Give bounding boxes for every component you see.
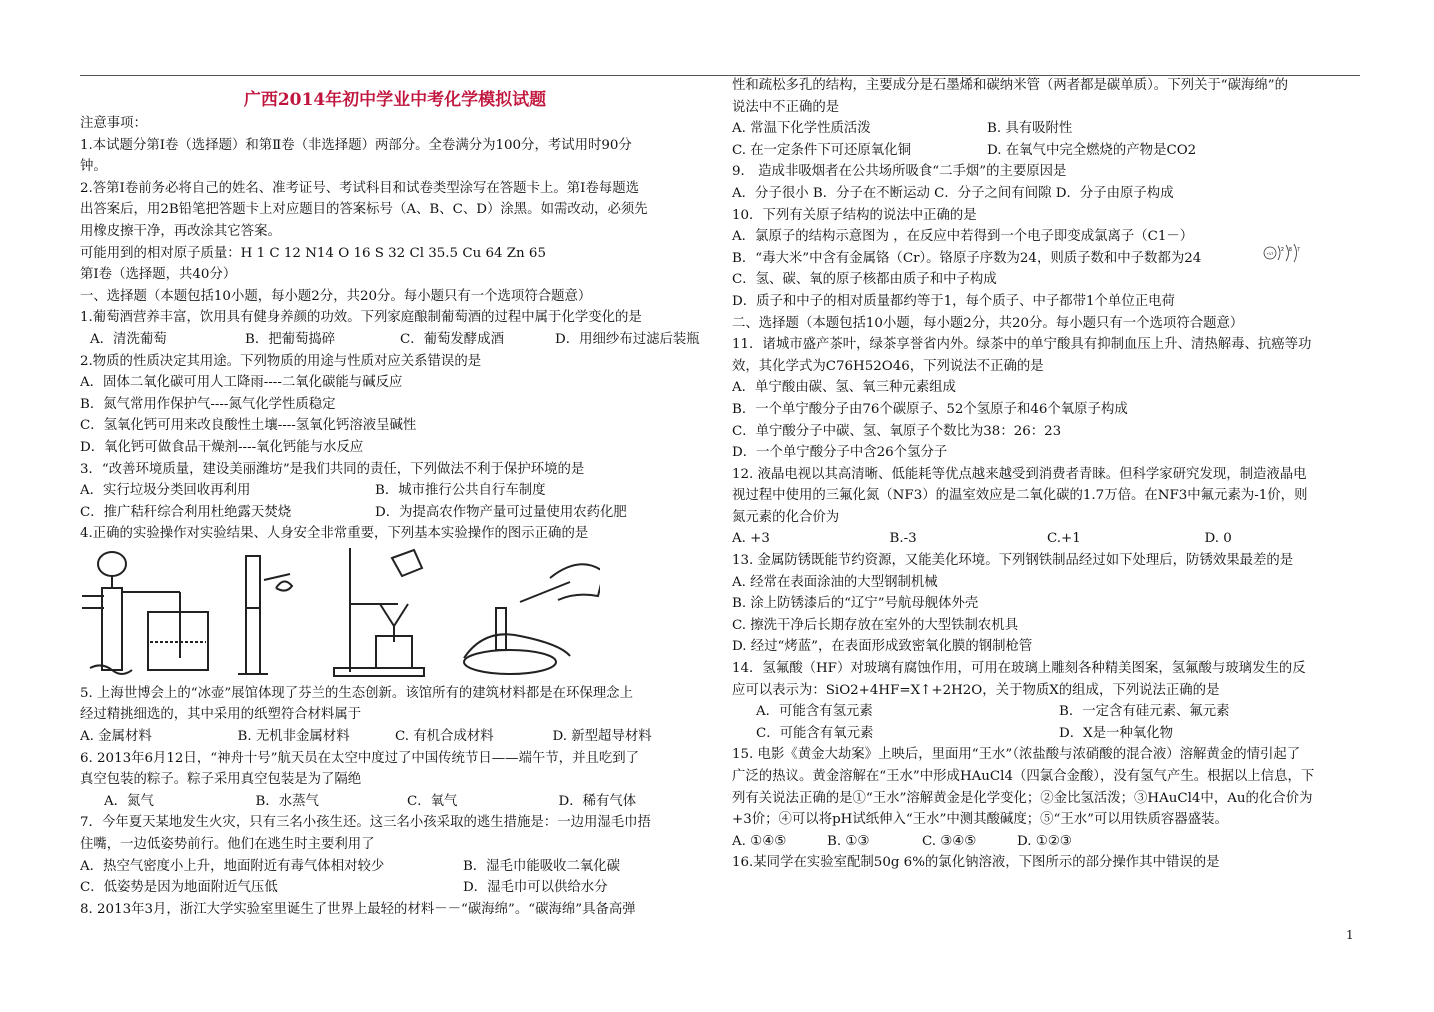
text-line: D．一个单宁酸分子中含26个氢分子: [732, 445, 948, 461]
option: C．可能含有氧元素: [756, 725, 874, 741]
text-line: B. 涂上防锈漆后的“辽宁”号航母舰体外壳: [732, 596, 979, 612]
option: B. ①③: [827, 833, 870, 849]
text-line: 2.答第Ⅰ卷前务必将自己的姓名、准考证号、考试科目和试卷类型涂写在答题卡上。第Ⅰ卷每题选: [80, 180, 639, 196]
text-line: 7．今年夏天某地发生火灾，只有三名小孩生还。这三名小孩采取的逃生措施是：一边用湿毛巾捂: [80, 815, 651, 831]
option: D．为提高农作物产量可过量使用农药化肥: [375, 504, 627, 520]
option: B.-3: [889, 531, 917, 547]
option: A．清洗葡萄: [90, 331, 167, 347]
option: A. 金属材料: [80, 729, 152, 745]
text-line: 二、选择题（本题包括10小题，每小题2分，共20分。每小题只有一个选项符合题意）: [732, 315, 1244, 331]
option: D. ①②③: [1017, 833, 1072, 849]
text-line: 5. 上海世博会上的“冰壶”展馆体现了芬兰的生态创新。该馆所有的建筑材料都是在环保理念上: [80, 685, 633, 701]
q9-stem: 9． 造成非吸烟者在公共场所吸食“二手烟”的主要原因是: [732, 164, 1067, 180]
q7-options-row2: [80, 877, 710, 899]
q4-stem: 4.正确的实验操作对实验结果、人身安全非常重要，下列基本实验操作的图示正确的是: [80, 526, 589, 542]
text-line: 效，其化学式为C76H52O46，下列说法不正确的是: [732, 358, 1044, 374]
option: A. ①④⑤: [732, 833, 787, 849]
text-line: 3．“改善环境质量，建设美丽潍坊”是我们共同的责任，下列做法不利于保护环境的是: [80, 461, 585, 477]
q14-options-row1: [732, 701, 1362, 723]
text-line: 广泛的热议。黄金溶解在“王水”中形成HAuCl4（四氯合金酸），没有氢气产生。根据以上信息，下: [732, 769, 1315, 784]
text-line: 用橡皮擦干净，再改涂其它答案。: [80, 223, 281, 239]
option: C．低姿势是因为地面附近气压低: [80, 880, 278, 896]
q16-stem: 16.某同学在实验室配制50g 6%的氯化钠溶液，下图所示的部分操作其中错误的是: [732, 855, 1220, 871]
option: C.+1: [1047, 531, 1081, 547]
text-line: 13. 金属防锈既能节约资源，又能美化环境。下列钢铁制品经过如下处理后，防锈效果最差的是: [732, 553, 1294, 569]
text-line: 住嘴，一边低姿势前行。他们在逃生时主要利用了: [80, 837, 375, 853]
q3-options-row2: [80, 502, 710, 524]
q3-options-row1: [80, 480, 710, 502]
q4-figures: [80, 548, 710, 683]
text-line: 6. 2013年6月12日，“神舟十号”航天员在太空中度过了中国传统节日——端午节，并且吃到了: [80, 750, 640, 766]
text-line: 列有关说法正确的是①“王水”溶解黄金是化学变化；②金比氢活泼；③HAuCl4中，Au的化合价为: [732, 790, 1313, 806]
q8-stem: 8. 2013年3月，浙江大学实验室里诞生了世界上最轻的材料－－“碳海绵”。“碳海绵”具备高弹: [80, 901, 636, 917]
page-title: 广西2014年初中学业中考化学模拟试题: [243, 90, 547, 110]
text-line: C．氢、碳、氧的原子核都由质子和中子构成: [732, 272, 997, 288]
figure-a-gas-test: [82, 552, 208, 674]
text-line: D．质子和中子的相对质量都约等于1，每个质子、中子都带1个单位正电荷: [732, 293, 1175, 309]
option: A．氮气: [104, 793, 154, 809]
text-line: 说法中不正确的是: [732, 99, 840, 115]
text-line: 注意事项：: [80, 116, 147, 131]
text-line: B．氮气常用作保护气----氮气化学性质稳定: [80, 396, 336, 412]
q8-options-row2: [732, 140, 1362, 162]
q12-options: [732, 528, 1362, 550]
option: B．一定含有硅元素、氟元素: [1059, 704, 1230, 720]
text-line: 真空包装的粽子。粽子采用真空包装是为了隔绝: [80, 772, 362, 788]
text-line: 1.葡萄酒营养丰富，饮用具有健身养颜的功效。下列家庭酿制葡萄酒的过程中属于化学变化的是: [80, 310, 642, 326]
q9-options: A．分子很小 B．分子在不断运动 C．分子之间有间隙 D．分子由原子构成: [732, 185, 1174, 201]
text-line: 视过程中使用的三氟化氮（NF3）的温室效应是二氧化碳的1.7万倍。在NF3中氟元素为-1价，则: [732, 488, 1308, 504]
figure-b-reading-volume: [238, 556, 292, 674]
option: B．湿毛巾能吸收二氧化碳: [462, 858, 621, 874]
svg-text:2: 2: [1281, 247, 1284, 253]
option: C．推广秸秆综合利用杜绝露天焚烧: [80, 504, 292, 520]
option: A．可能含有氢元素: [756, 704, 873, 720]
option: B．把葡萄捣碎: [245, 331, 336, 347]
option: A. +3: [732, 531, 770, 547]
text-line: 1.本试题分第Ⅰ卷（选择题）和第Ⅱ卷（非选择题）两部分。全卷满分为100分，考试用时90分: [80, 137, 632, 153]
text-line: D. 经过“烤蓝”，在表面形成致密氧化膜的钢制枪管: [732, 639, 1033, 655]
text-line: 性和疏松多孔的结构，主要成分是石墨烯和碳纳米管（两者都是碳单质）。下列关于“碳海绵”的: [732, 78, 1289, 93]
option: B．城市推行公共自行车制度: [375, 483, 546, 499]
text-line: 应可以表示为：SiO2+4HF=X↑+2H2O，关于物质X的组成，下列说法正确的是: [732, 682, 1220, 698]
text-line: 11．诸城市盛产茶叶，绿茶享誉省内外。绿茶中的单宁酸具有抑制血压上升、清热解毒、抗癌等功: [732, 337, 1312, 353]
option: A．实行垃圾分类回收再利用: [80, 483, 251, 499]
figure-c-filtration: [334, 548, 424, 676]
option: B. 无机非金属材料: [237, 729, 350, 745]
text-line: 第Ⅰ卷（选择题，共40分）: [80, 267, 237, 283]
q15-options: [732, 831, 1112, 853]
option: A. 常温下化学性质活泼: [732, 121, 871, 137]
text-line: 一、选择题（本题包括10小题，每小题2分，共20分。每小题只有一个选项符合题意）: [80, 288, 592, 304]
text-line: D．氧化钙可做食品干燥剂----氧化钙能与水反应: [80, 439, 364, 455]
q6-options: [80, 791, 710, 813]
option: D. 0: [1204, 531, 1232, 547]
text-line: 氮元素的化合价为: [732, 509, 840, 525]
option: D．用细纱布过滤后装瓶: [555, 331, 700, 347]
q14-options-row2: [732, 723, 1362, 745]
option: B．水蒸气: [255, 793, 319, 809]
text-line: 10．下列有关原子结构的说法中正确的是: [732, 207, 977, 223]
svg-text:7: 7: [1297, 247, 1300, 253]
option: A．热空气密度小上升，地面附近有毒气体相对较少: [80, 858, 385, 874]
text-line: B．一个单宁酸分子由76个碳原子、52个氢原子和46个氧原子构成: [732, 401, 1128, 417]
text-line: 15. 电影《黄金大劫案》上映后，里面用“王水”（浓盐酸与浓硝酸的混合液）溶解黄金的情引起了: [732, 747, 1301, 763]
q5-options: [80, 726, 710, 748]
text-line: C. 擦洗干净后长期存放在室外的大型铁制农机具: [732, 617, 1019, 633]
text-line: 钟。: [80, 159, 107, 175]
text-line: 14．氢氟酸（HF）对玻璃有腐蚀作用，可用在玻璃上雕刻各种精美图案，氢氟酸与玻璃发生的反: [732, 661, 1306, 677]
option: C．氧气: [407, 793, 458, 809]
text-line: A．单宁酸由碳、氢、氧三种元素组成: [732, 380, 956, 396]
q7-options-row1: [80, 856, 710, 878]
atom-nucleus-label: +17: [1266, 251, 1274, 256]
text-line: A．固体二氧化碳可用人工降雨----二氧化碳能与碱反应: [80, 375, 403, 391]
text-line: A．氯原子的结构示意图为 ，在反应中若得到一个电子即变成氯离子（C1－）: [732, 229, 1194, 245]
option: C. ③④⑤: [922, 833, 977, 849]
svg-text:8: 8: [1289, 247, 1292, 253]
text-line: 经过精挑细选的，其中采用的纸塑符合材料属于: [80, 707, 362, 723]
option: C. 在一定条件下可还原氧化铜: [732, 142, 911, 158]
text-line: 可能用到的相对原子质量：H 1 C 12 N14 O 16 S 32 Cl 35.5 Cu 64 Zn 65: [80, 245, 546, 261]
q8-options-row1: [732, 118, 1362, 140]
q1-options: [80, 329, 710, 351]
option: D. 在氧气中完全燃烧的产物是CO2: [987, 142, 1197, 158]
option: D. 新型超导材料: [552, 729, 652, 745]
figure-d-dropper: [464, 564, 600, 674]
option: B. 具有吸附性: [987, 121, 1073, 137]
lab-apparatus-figures: [80, 548, 600, 683]
text-line: 12. 液晶电视以其高清晰、低能耗等优点越来越受到消费者青睐。但科学家研究发现，制造液晶电: [732, 466, 1307, 482]
text-line: A. 经常在表面涂油的大型钢制机械: [732, 574, 938, 590]
option: D．X是一种氧化物: [1059, 725, 1174, 741]
option: C. 有机合成材料: [395, 729, 494, 745]
option: D．稀有气体: [558, 793, 637, 809]
text-line: 出答案后，用2B铅笔把答题卡上对应题目的答案标号（A、B、C、D）涂黑。如需改动，必须先: [80, 202, 648, 218]
text-line: B．“毒大米”中含有金属铬（Cr）。铬原子序数为24，则质子数和中子数都为24: [732, 250, 1202, 266]
text-line: +3价；④可以将pH试纸伸入“王水”中测其酸碱度；⑤“王水”可以用铁质容器盛装。: [732, 812, 1228, 828]
option: D．湿毛巾可以供给水分: [462, 880, 608, 896]
right-column: [732, 75, 1362, 874]
option: C．葡萄发酵成酒: [400, 331, 504, 347]
left-column: [80, 113, 710, 920]
text-line: C．氢氧化钙可用来改良酸性土壤----氢氧化钙溶液呈碱性: [80, 418, 417, 434]
text-line: 2.物质的性质决定其用途。下列物质的用途与性质对应关系错误的是: [80, 353, 482, 369]
page-number: 1: [1346, 928, 1354, 942]
chlorine-atom-diagram: [1262, 242, 1304, 264]
text-line: C．单宁酸分子中碳、氢、氧原子个数比为38：26：23: [732, 423, 1062, 439]
